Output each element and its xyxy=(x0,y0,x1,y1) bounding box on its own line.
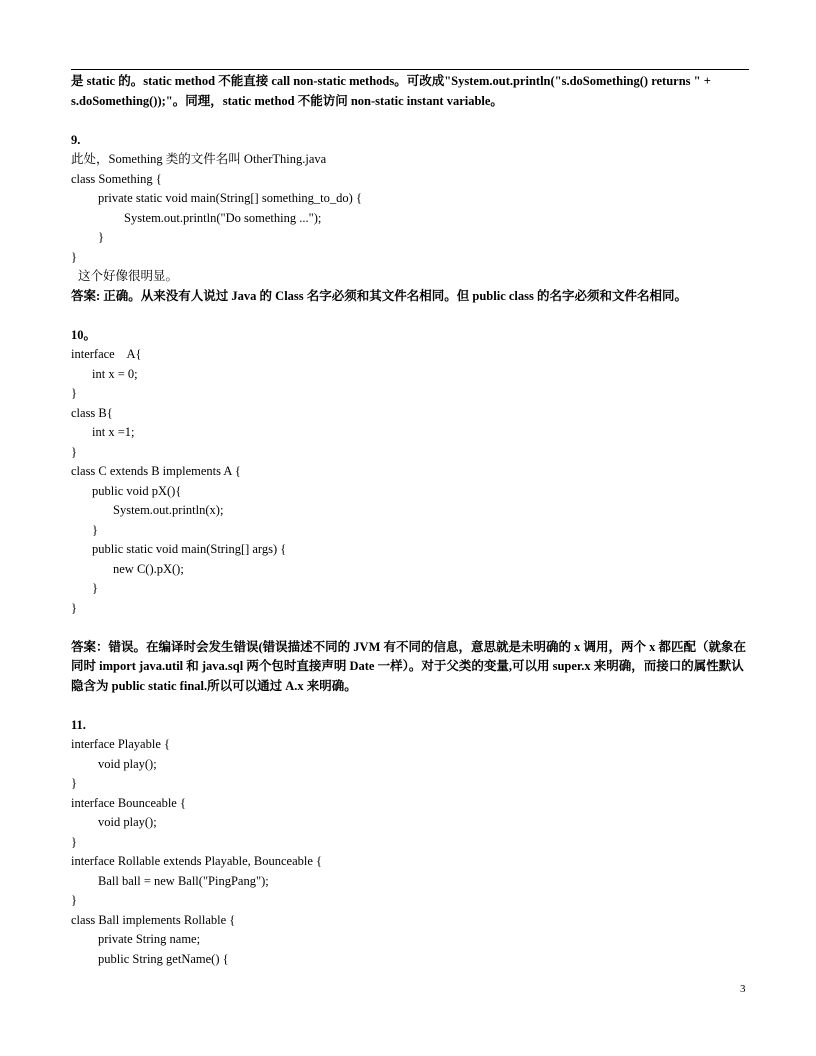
intro-line-2: s.doSomething());"。同理，static method 不能访问 non-static instant variable。 xyxy=(71,93,503,108)
code-line: private static void main(String[] something_to_do) { xyxy=(98,191,362,205)
q9-note: 此处，Something 类的文件名叫 OtherThing.java xyxy=(71,152,327,166)
code-line: class C extends B implements A { xyxy=(71,464,241,478)
code-line: } xyxy=(71,893,77,907)
header-rule xyxy=(71,69,749,70)
q11-number: 11. xyxy=(71,717,86,732)
code-line: private String name; xyxy=(98,932,201,946)
code-line: void play(); xyxy=(98,815,157,829)
code-line: void play(); xyxy=(98,756,157,771)
document-page xyxy=(71,72,751,969)
code-line: interface A{ xyxy=(71,347,142,361)
code-line: public void pX(){ xyxy=(92,483,182,498)
code-line: } xyxy=(92,522,98,537)
code-line: } xyxy=(71,249,77,264)
code-line: } xyxy=(71,444,77,459)
code-line: } xyxy=(98,230,104,244)
page-number: 3 xyxy=(740,983,746,995)
code-line: System.out.println("Do something ..."); xyxy=(124,210,322,225)
code-line: interface Rollable extends Playable, Bounceable { xyxy=(71,854,323,868)
q9-number: 9. xyxy=(71,132,81,147)
code-line: } xyxy=(71,386,77,400)
code-line: class Something { xyxy=(71,171,162,186)
q9-comment: 这个好像很明显。 xyxy=(78,269,179,283)
intro-line-1: 是 static 的。static method 不能直接 call non-static methods。可改成"System.out.println("s.doSomething() returns " + xyxy=(71,74,711,88)
q10-answer: 答案：错误。在编译时会发生错误(错误描述不同的 JVM 有不同的信息，意思就是未明确的 x 调用，两个 x 都匹配（就象在同时 import java.util 和 java.sql 两个包时直接声明 Date 一样）。对于父类的变量,可以用 super.x 来明确，而接口的属性默认隐含为 public static final.所以可以通过 A.x 来明确。 xyxy=(71,639,746,693)
code-line: public String getName() { xyxy=(98,951,229,966)
code-line: } xyxy=(71,600,77,615)
code-line: interface Playable { xyxy=(71,737,171,751)
code-line: public static void main(String[] args) { xyxy=(92,542,287,556)
code-line: } xyxy=(71,834,77,849)
code-line: new C().pX(); xyxy=(113,561,184,576)
code-line: int x =1; xyxy=(92,425,135,439)
code-line: class Ball implements Rollable { xyxy=(71,912,236,927)
code-line: int x = 0; xyxy=(92,366,138,381)
q10-number: 10。 xyxy=(71,327,97,342)
code-line: } xyxy=(71,776,77,790)
code-line: interface Bounceable { xyxy=(71,795,186,810)
q9-answer: 答案: 正确。从来没有人说过 Java 的 Class 名字必须和其文件名相同。但 public class 的名字必须和文件名相同。 xyxy=(71,288,687,303)
code-line: class B{ xyxy=(71,405,113,420)
code-line: } xyxy=(92,581,98,595)
code-line: Ball ball = new Ball("PingPang"); xyxy=(98,873,269,888)
code-line: System.out.println(x); xyxy=(113,503,224,517)
